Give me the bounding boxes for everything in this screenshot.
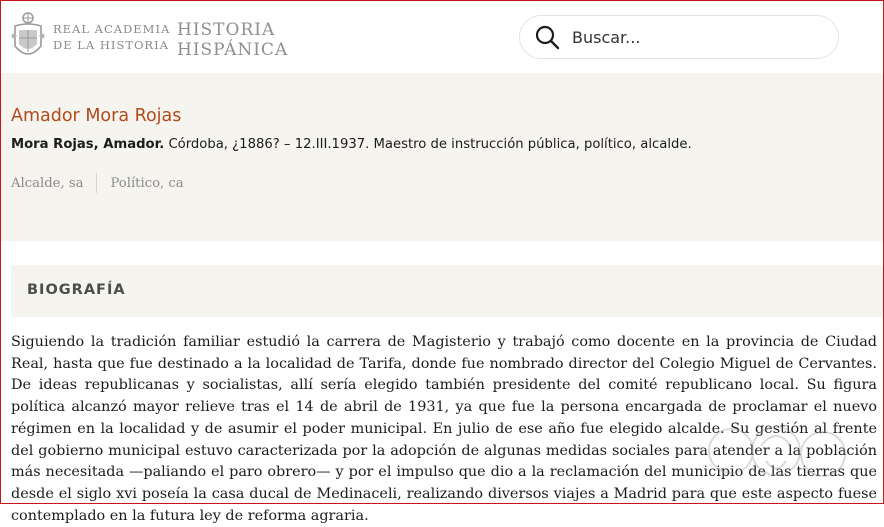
search-bar[interactable] xyxy=(519,15,839,59)
hh-logo-line2: HISPÁNICA xyxy=(177,40,289,60)
page-title: Amador Mora Rojas xyxy=(11,106,182,126)
entry-summary-name: Mora Rojas, Amador. xyxy=(11,137,165,152)
coat-of-arms-icon xyxy=(10,10,46,64)
historia-hispanica-logo[interactable] xyxy=(177,20,288,60)
rah-logo-line1: REAL ACADEMIA xyxy=(53,22,171,36)
rah-logo-line2: DE LA HISTORIA xyxy=(53,38,169,52)
site-header xyxy=(1,1,883,73)
entry-header xyxy=(1,73,883,241)
biography-header xyxy=(11,265,883,317)
search-input[interactable] xyxy=(572,22,812,52)
rah-logo-text xyxy=(53,21,170,53)
tag-alcalde[interactable]: Alcalde, sa xyxy=(11,175,84,191)
section-title: BIOGRAFÍA xyxy=(27,282,126,298)
tag-politico[interactable]: Político, ca xyxy=(110,175,184,191)
biography-text: Siguiendo la tradición familiar estudió la carrera de Magisterio y trabajó como docente en la provincia de Ciudad Real, hasta que fue destinado a la localidad de Tarifa, donde fue nombrado director del Colegio Miguel de Cervantes. De ideas republicanas y socialistas, allí sería elegido también presidente del comité republicano local. Su figura política alcanzó mayor relieve tras el 14 de abril de 1931, ya que fue la persona encargada de proclamar el nuevo régimen en la localidad y de asumir el poder municipal. En julio de ese año fue elegido alcalde. Su gestión al frente del gobierno municipal estuvo caracterizada por la adopción de algunas medidas sociales para atender a la población más necesitada —paliando el paro obrero— y por el impulso que dio a la reclamación del municipio de las tierras que desde el siglo xvi poseía la casa ducal de Medinaceli, realizando diversos viajes a Madrid para que este aspecto fuese contemplado en la futura ley de reforma agraria. xyxy=(11,334,877,524)
entry-summary-details: Córdoba, ¿1886? – 12.III.1937. Maestro de instrucción pública, político, alcalde. xyxy=(164,137,692,152)
tag-list xyxy=(11,173,184,193)
hh-logo-line1: HISTORIA xyxy=(177,20,276,40)
tag-divider xyxy=(96,173,97,193)
search-icon[interactable] xyxy=(534,24,560,50)
rah-logo[interactable] xyxy=(10,10,170,64)
entry-summary xyxy=(11,137,692,152)
